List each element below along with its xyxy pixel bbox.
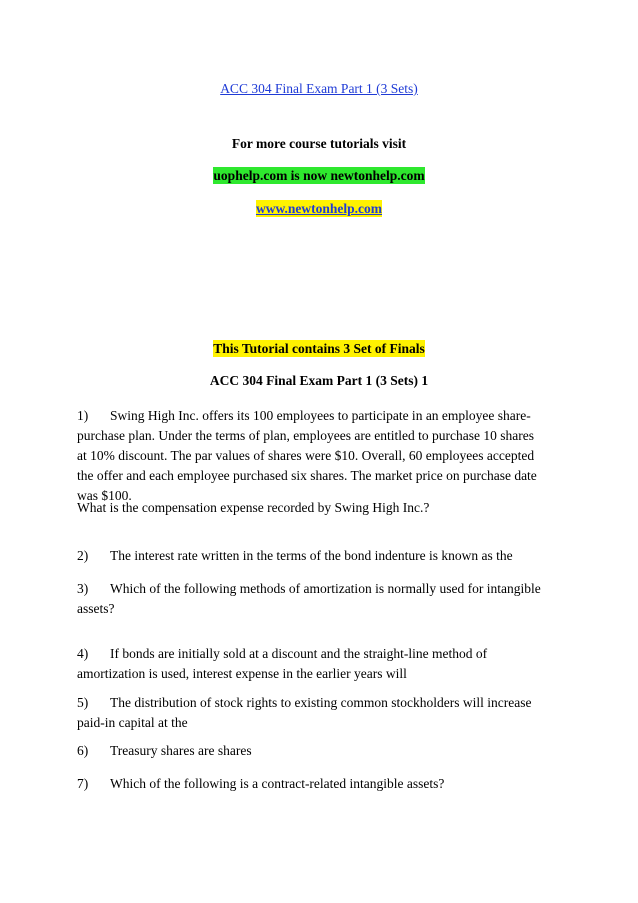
site-url-link[interactable]: www.newtonhelp.com (255, 201, 382, 216)
question-text: The distribution of stock rights to existing common stockholders will increase (110, 695, 532, 710)
site-url-line (0, 200, 638, 217)
question-2 (77, 546, 561, 566)
question-number: 3) (77, 581, 89, 596)
question-5 (77, 693, 561, 733)
question-text: Which of the following is a contract-related intangible assets? (110, 776, 445, 791)
question-3 (77, 579, 561, 619)
question-line (77, 774, 561, 794)
question-line (77, 546, 561, 566)
tutorial-note-line (0, 340, 638, 357)
question-line: assets? (77, 601, 115, 616)
question-line: amortization is used, interest expense in the earlier years will (77, 666, 407, 681)
question-1-followup: What is the compensation expense recorded by Swing High Inc.? (77, 500, 430, 515)
question-text: If bonds are initially sold at a discount and the straight-line method of (110, 646, 488, 661)
question-number: 1) (77, 408, 89, 423)
question-number: 4) (77, 646, 89, 661)
question-number: 5) (77, 695, 89, 710)
tutorial-note: This Tutorial contains 3 Set of Finals (213, 341, 425, 356)
question-text: The interest rate written in the terms of the bond indenture is known as the (110, 548, 513, 563)
question-text: Swing High Inc. offers its 100 employees to participate in an employee share- (110, 408, 531, 423)
title-line (0, 80, 638, 97)
question-number: 7) (77, 776, 89, 791)
question-7 (77, 774, 561, 794)
site-highlight: uophelp.com is now newtonhelp.com (213, 168, 425, 183)
tutorials-text: For more course tutorials visit (231, 136, 407, 151)
question-line (77, 406, 561, 426)
question-4 (77, 644, 561, 684)
site-line (0, 167, 638, 184)
question-line: paid-in capital at the (77, 715, 188, 730)
document-title-link[interactable]: ACC 304 Final Exam Part 1 (3 Sets) (220, 81, 418, 96)
question-number: 2) (77, 548, 89, 563)
question-line: at 10% discount. The par values of shares were $10. Overall, 60 employees accepted (77, 448, 535, 463)
question-line (77, 644, 561, 664)
question-line (77, 693, 561, 713)
question-line (77, 579, 561, 599)
question-line (77, 741, 561, 761)
question-number: 6) (77, 743, 89, 758)
section-heading: ACC 304 Final Exam Part 1 (3 Sets) 1 (209, 373, 429, 388)
question-text: Which of the following methods of amortization is normally used for intangible (110, 581, 541, 596)
question-line: the offer and each employee purchased six shares. The market price on purchase date (77, 468, 537, 483)
question-line: purchase plan. Under the terms of plan, employees are entitled to purchase 10 shares (77, 428, 534, 443)
question-6 (77, 741, 561, 761)
question-text: Treasury shares are shares (110, 743, 252, 758)
question-line: was $100. (77, 488, 132, 503)
question-1 (77, 406, 561, 506)
